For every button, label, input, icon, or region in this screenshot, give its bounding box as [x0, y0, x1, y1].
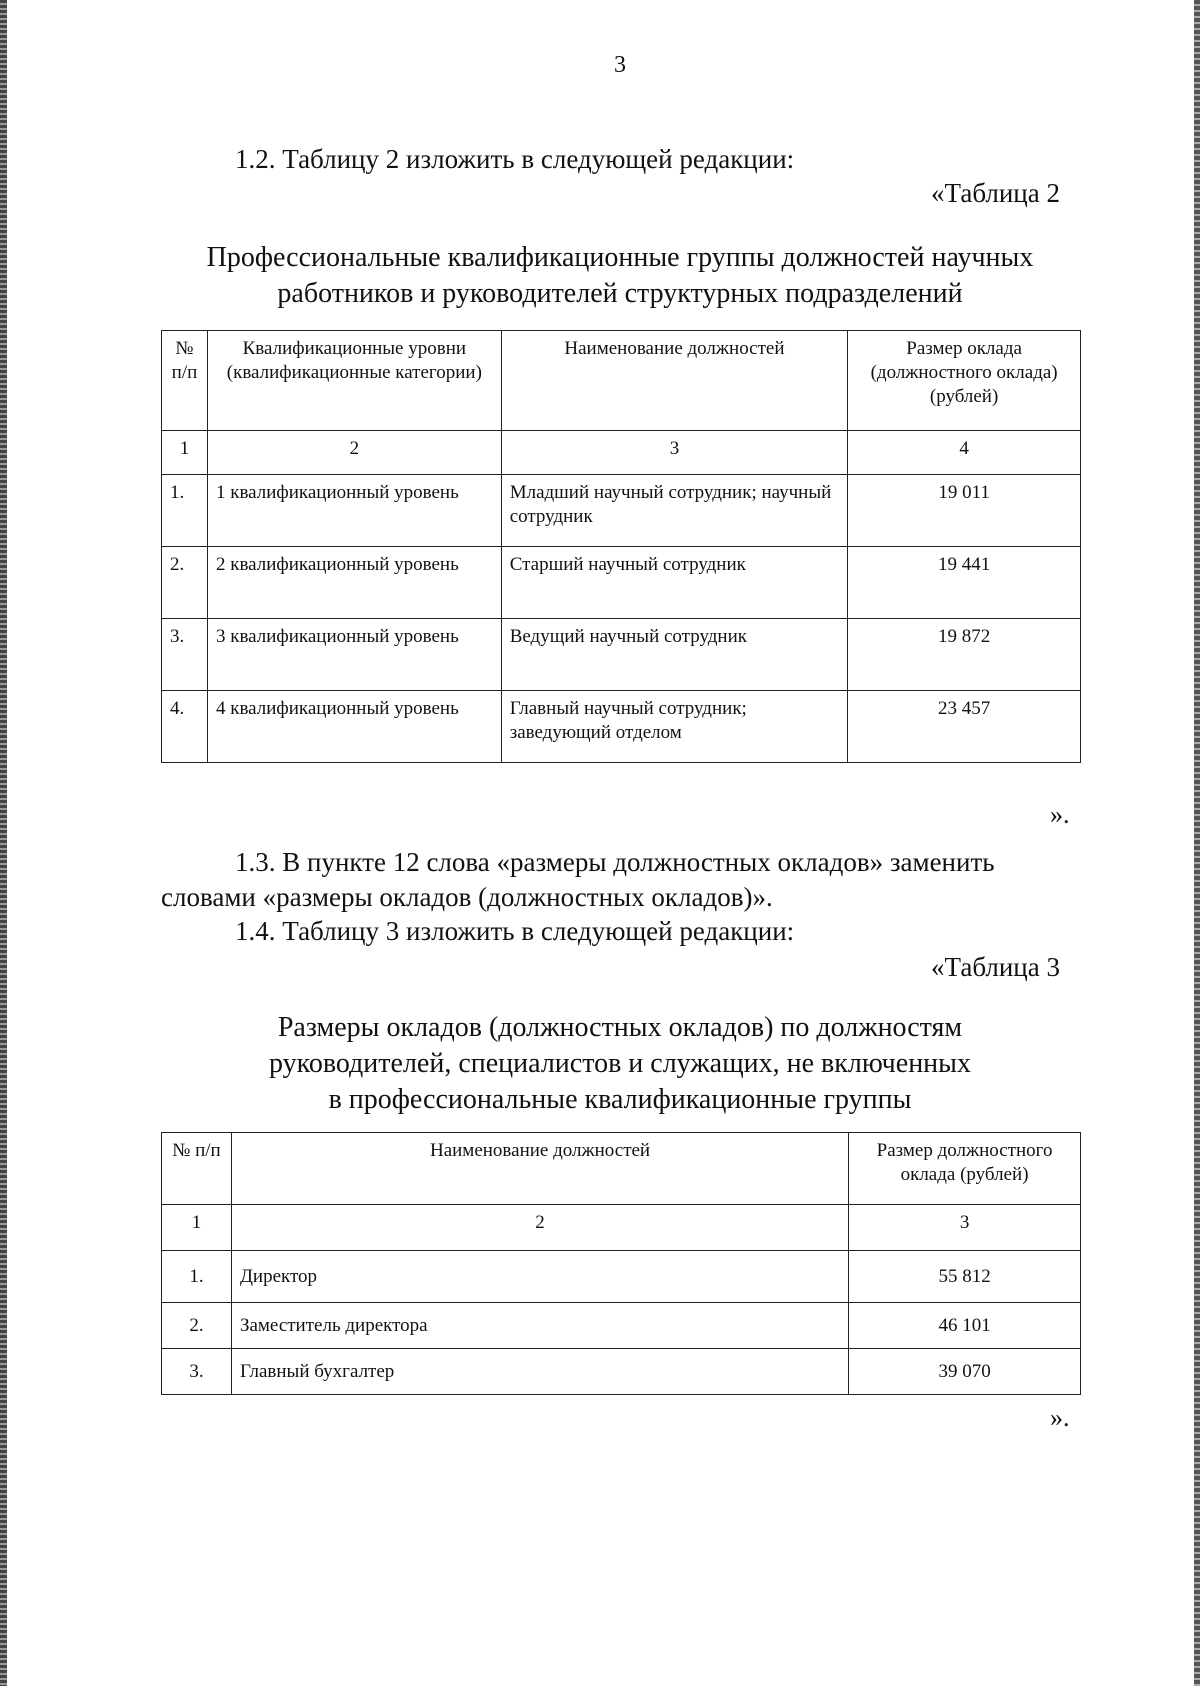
- table2-numbering-row: [162, 431, 1081, 475]
- row-salary: 19 441: [848, 547, 1081, 619]
- row-num: 2.: [162, 1303, 232, 1349]
- table3-header-row: [162, 1133, 1081, 1205]
- table-row: [162, 1251, 1081, 1303]
- table2-title-line1: Профессиональные квалификационные группы должностей научных: [206, 242, 1034, 273]
- row-positions: Ведущий научный сотрудник: [501, 619, 848, 691]
- table3-header-num: № п/п: [162, 1133, 232, 1205]
- table-row: [162, 619, 1081, 691]
- row-num: 1.: [162, 475, 208, 547]
- paragraph-1-3-line2: словами «размеры окладов (должностных окладов)».: [161, 882, 773, 912]
- row-level: 4 квалификационный уровень: [207, 691, 501, 763]
- table3-label: «Таблица 3: [931, 952, 1060, 982]
- scan-edge-right: [1194, 0, 1200, 1686]
- row-salary: 46 101: [849, 1303, 1081, 1349]
- row-position: Заместитель директора: [231, 1303, 848, 1349]
- paragraph-1-3-line1: 1.3. В пункте 12 слова «размеры должностных окладов» заменить: [235, 847, 995, 877]
- table3-header-salary: Размер должностного оклада (рублей): [849, 1133, 1081, 1205]
- table2-header-row: [162, 331, 1081, 431]
- table2-header-level: Квалификационные уровни (квалификационные категории): [207, 331, 501, 431]
- row-positions: Старший научный сотрудник: [501, 547, 848, 619]
- row-num: 2.: [162, 547, 208, 619]
- table3-col-number: 1: [162, 1205, 232, 1251]
- table2-header-positions: Наименование должностей: [501, 331, 848, 431]
- table-row: [162, 475, 1081, 547]
- table2-title-line2: работников и руководителей структурных подразделений: [277, 278, 963, 309]
- table2-header-salary: Размер оклада (должностного оклада) (рублей): [848, 331, 1081, 431]
- table3-title-line1: Размеры окладов (должностных окладов) по должностям: [277, 1012, 963, 1043]
- row-num: 3.: [162, 1349, 232, 1395]
- row-position: Директор: [231, 1251, 848, 1303]
- table-row: [162, 547, 1081, 619]
- table3-col-number: 2: [231, 1205, 848, 1251]
- row-level: 1 квалификационный уровень: [207, 475, 501, 547]
- row-level: 3 квалификационный уровень: [207, 619, 501, 691]
- table3-numbering-row: [162, 1205, 1081, 1251]
- row-num: 1.: [162, 1251, 232, 1303]
- row-salary: 55 812: [849, 1251, 1081, 1303]
- table-2: [161, 330, 1081, 763]
- row-positions: Младший научный сотрудник; научный сотрудник: [501, 475, 848, 547]
- table3-header-position: Наименование должностей: [231, 1133, 848, 1205]
- table-3: [161, 1132, 1081, 1395]
- table3-col-number: 3: [849, 1205, 1081, 1251]
- row-salary: 19 872: [848, 619, 1081, 691]
- table2-col-number: 2: [207, 431, 501, 475]
- table3-title-line3: в профессиональные квалификационные группы: [328, 1084, 912, 1115]
- table-row: [162, 691, 1081, 763]
- row-num: 4.: [162, 691, 208, 763]
- table3-title-line2: руководителей, специалистов и служащих, не включенных: [269, 1048, 971, 1079]
- row-num: 3.: [162, 619, 208, 691]
- row-position: Главный бухгалтер: [231, 1349, 848, 1395]
- table-row: [162, 1303, 1081, 1349]
- scan-edge-left: [0, 0, 7, 1686]
- row-level: 2 квалификационный уровень: [207, 547, 501, 619]
- row-salary: 19 011: [848, 475, 1081, 547]
- paragraph-1-4: 1.4. Таблицу 3 изложить в следующей редакции:: [235, 916, 795, 946]
- table-row: [162, 1349, 1081, 1395]
- closing-quote-2: ».: [1050, 1403, 1070, 1432]
- table2-label: «Таблица 2: [931, 178, 1060, 208]
- table2-col-number: 3: [501, 431, 848, 475]
- paragraph-1-2: 1.2. Таблицу 2 изложить в следующей редакции:: [235, 144, 795, 174]
- closing-quote-1: ».: [1050, 800, 1070, 829]
- row-positions: Главный научный сотрудник; заведующий отделом: [501, 691, 848, 763]
- table2-col-number: 1: [162, 431, 208, 475]
- page-number: 3: [614, 52, 626, 78]
- table2-header-num: № п/п: [162, 331, 208, 431]
- row-salary: 23 457: [848, 691, 1081, 763]
- row-salary: 39 070: [849, 1349, 1081, 1395]
- table2-col-number: 4: [848, 431, 1081, 475]
